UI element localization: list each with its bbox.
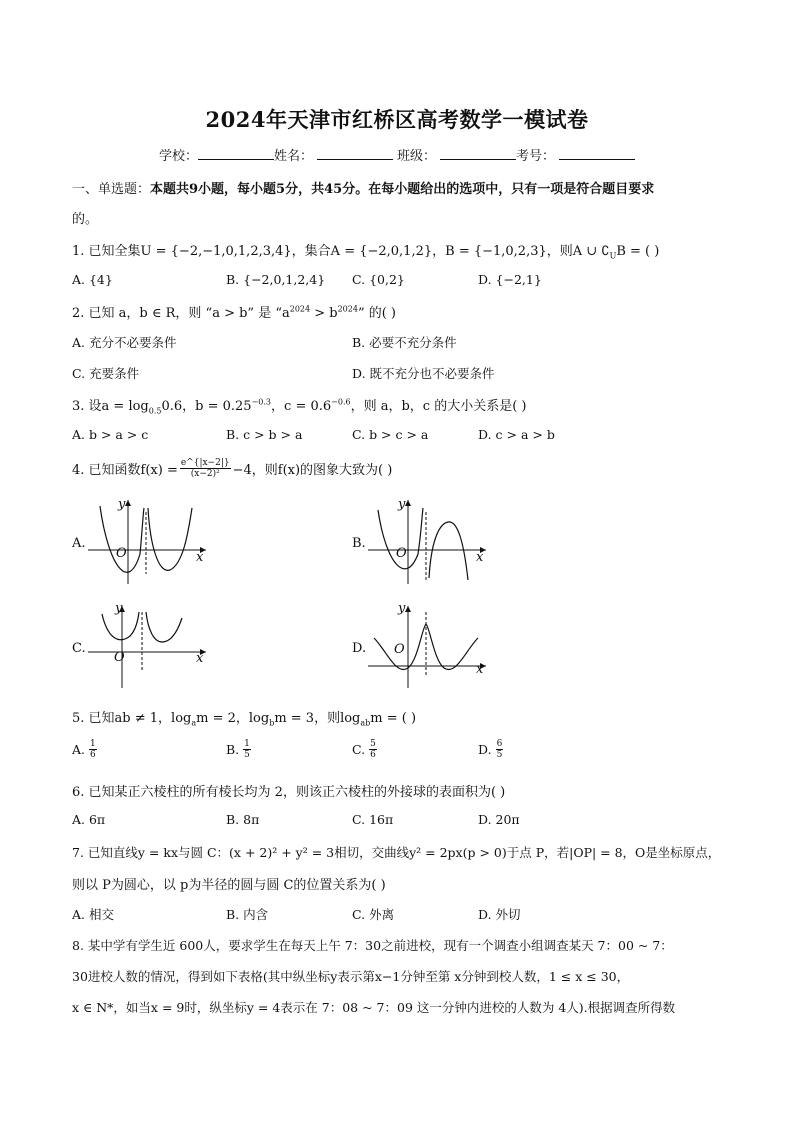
q2-stem-a: 2. 已知 a，b ∈ R，则 “a > b” 是 “a	[72, 306, 290, 321]
q7-option-d[interactable]: D. 外切	[478, 907, 521, 922]
q7-option-c[interactable]: C. 外离	[352, 907, 395, 922]
q5-c-fraction	[369, 739, 377, 760]
q3-stem-d: ，则 a，b，c 的大小关系是( )	[350, 399, 527, 414]
q4-stem	[72, 458, 392, 479]
q6-option-c[interactable]: C. 16π	[352, 812, 394, 827]
q4-option-c[interactable]: C.	[72, 641, 86, 656]
q1-stem-end: B = ( )	[616, 244, 660, 259]
q2-option-d[interactable]: D. 既不充分也不必要条件	[352, 366, 495, 381]
q2-stem-b: > b	[310, 306, 338, 321]
q5-a-fraction	[89, 739, 97, 760]
q5-a-den: 6	[90, 750, 96, 760]
q5-d-den: 5	[496, 750, 503, 760]
class-blank[interactable]	[440, 147, 516, 160]
q3-exp2: −0.6	[331, 397, 351, 407]
q7-option-b[interactable]: B. 内含	[226, 907, 269, 922]
q4-frac-den: (x−2)²	[190, 469, 220, 479]
q5-option-c[interactable]	[352, 739, 377, 760]
q1-option-d[interactable]: D. {−2,1}	[478, 272, 542, 287]
section-heading-label: 一、单选题：	[72, 182, 151, 197]
q5-d-num: 6	[496, 739, 503, 749]
q5-b-label: B.	[226, 742, 240, 757]
school-blank[interactable]	[198, 147, 274, 160]
q3-stem	[72, 395, 527, 416]
q5-option-b[interactable]	[226, 739, 251, 760]
q4-d-origin-label: O	[394, 642, 405, 657]
q4-stem-b: −4，则f(x)的图象大致为( )	[232, 463, 393, 478]
q7-option-a[interactable]: A. 相交	[72, 907, 114, 922]
class-label: 班级：	[397, 149, 437, 164]
q4-graph-c[interactable]	[88, 600, 208, 690]
q4-option-a[interactable]: A.	[72, 536, 86, 551]
q1-option-a[interactable]: A. {4}	[72, 272, 113, 287]
section-heading-cont: 的。	[72, 212, 99, 227]
q5-sub-ab: ab	[360, 718, 371, 728]
q2-exp1: 2024	[289, 304, 311, 314]
q7-stem-line2: 则以 P为圆心，以 p为半径的圆与圆 C的位置关系为( )	[72, 878, 386, 893]
q3-option-c[interactable]: C. b > c > a	[352, 427, 429, 442]
q1-option-b[interactable]: B. {−2,0,1,2,4}	[226, 272, 326, 287]
q5-d-fraction	[496, 739, 504, 760]
q4-d-y-label: y	[398, 601, 406, 616]
exam-no-label: 考号：	[516, 149, 556, 164]
student-info-line	[0, 145, 794, 164]
q1-stem-text: 1. 已知全集U = {−2,−1,0,1,2,3,4}，集合A = {−2,0,1,2}，B = {−1,0,2,3}，则A ∪ ∁	[72, 244, 610, 259]
q5-stem-d: m = ( )	[370, 711, 417, 726]
q4-c-y-label: y	[115, 601, 123, 616]
q5-option-a[interactable]	[72, 739, 97, 760]
q2-exp2: 2024	[337, 304, 358, 314]
q6-option-a[interactable]: A. 6π	[72, 812, 106, 827]
q5-sub-a: a	[191, 718, 197, 728]
q5-stem-c: m = 3，则log	[274, 711, 361, 726]
q5-stem-b: m = 2，log	[196, 711, 270, 726]
q2-option-b[interactable]: B. 必要不充分条件	[352, 335, 457, 350]
q5-a-label: A.	[72, 742, 86, 757]
name-label: 姓名：	[273, 149, 313, 164]
q4-option-d[interactable]: D.	[352, 641, 367, 656]
q4-c-x-label: x	[196, 651, 204, 666]
q1-stem-sub: U	[609, 251, 617, 261]
q5-b-fraction	[243, 739, 251, 760]
q4-graph-b[interactable]	[368, 494, 488, 586]
q2-stem	[72, 302, 396, 321]
q4-d-x-label: x	[476, 662, 484, 677]
q5-c-num: 5	[370, 739, 376, 749]
q4-b-y-label: y	[398, 497, 406, 512]
q4-b-origin-label: O	[396, 546, 407, 561]
q4-b-x-label: x	[476, 550, 484, 565]
q4-graph-d[interactable]	[368, 600, 488, 690]
q4-option-b[interactable]: B.	[352, 536, 366, 551]
q3-option-b[interactable]: B. c > b > a	[226, 427, 303, 442]
page-title: 2024年天津市红桥区高考数学一模试卷	[205, 107, 589, 132]
q5-d-label: D.	[478, 742, 492, 757]
name-blank[interactable]	[317, 147, 393, 160]
q4-a-origin-label: O	[116, 546, 127, 561]
q5-stem	[72, 707, 416, 728]
q1-stem	[72, 240, 659, 261]
q3-stem-a: 3. 设a = log	[72, 399, 149, 414]
q5-a-num: 1	[90, 739, 96, 749]
q3-exp1: −0.3	[251, 397, 272, 407]
q5-c-label: C.	[352, 742, 366, 757]
q5-sub-b: b	[269, 718, 275, 728]
q8-stem-line2: 30进校人数的情况，得到如下表格(其中纵坐标y表示第x−1分钟至第 x分钟到校人数，1 ≤ x ≤ 30，	[72, 969, 630, 984]
q2-option-a[interactable]: A. 充分不必要条件	[72, 335, 177, 350]
q3-stem-b: 0.6，b = 0.25	[161, 399, 252, 414]
section-heading-body: 本题共9小题，每小题5分，共45分。在每小题给出的选项中，只有一项是符合题目要求	[150, 182, 655, 197]
q6-option-b[interactable]: B. 8π	[226, 812, 260, 827]
q5-b-den: 5	[244, 750, 250, 760]
q3-option-a[interactable]: A. b > a > c	[72, 427, 149, 442]
q7-stem-line1: 7. 已知直线y = kx与圆 C：(x + 2)² + y² = 3相切，交曲线y² = 2px(p > 0)于点 P，若|OP| = 8，O是坐标原点，	[72, 845, 721, 860]
q3-option-d[interactable]: D. c > a > b	[478, 427, 555, 442]
q3-stem-c: ，c = 0.6	[271, 399, 332, 414]
q4-a-y-label: y	[118, 497, 126, 512]
q4-fraction	[180, 458, 231, 479]
q6-option-d[interactable]: D. 20π	[478, 812, 520, 827]
q5-stem-a: 5. 已知ab ≠ 1，log	[72, 711, 192, 726]
q8-stem-line1: 8. 某中学有学生近 600人，要求学生在每天上午 7：30之前进校，现有一个调查小组调查某天 7：00 ~ 7：	[72, 938, 673, 953]
q2-stem-c: ” 的( )	[357, 306, 396, 321]
q8-stem-line3: x ∈ N*，如当x = 9时，纵坐标y = 4表示在 7：08 ~ 7：09 这一分钟内进校的人数为 4人).根据调查所得数	[72, 1000, 676, 1015]
q1-option-c[interactable]: C. {0,2}	[352, 272, 405, 287]
q5-c-den: 6	[370, 750, 376, 760]
q5-option-d[interactable]	[478, 739, 503, 760]
q2-option-c[interactable]: C. 充要条件	[72, 366, 140, 381]
q4-stem-a: 4. 已知函数f(x) =	[72, 463, 178, 478]
q4-graph-a[interactable]	[88, 494, 208, 586]
school-label: 学校：	[158, 149, 198, 164]
q4-a-x-label: x	[196, 550, 204, 565]
q6-stem: 6. 已知某正六棱柱的所有棱长均为 2，则该正六棱柱的外接球的表面积为( )	[72, 785, 506, 800]
q4-frac-num: e^{|x−2|}	[180, 458, 230, 468]
exam-no-blank[interactable]	[559, 147, 635, 160]
q4-c-origin-label: O	[114, 650, 125, 665]
section-heading	[72, 178, 654, 197]
q3-sub: 0.5	[148, 406, 162, 416]
q5-b-num: 1	[244, 739, 250, 749]
